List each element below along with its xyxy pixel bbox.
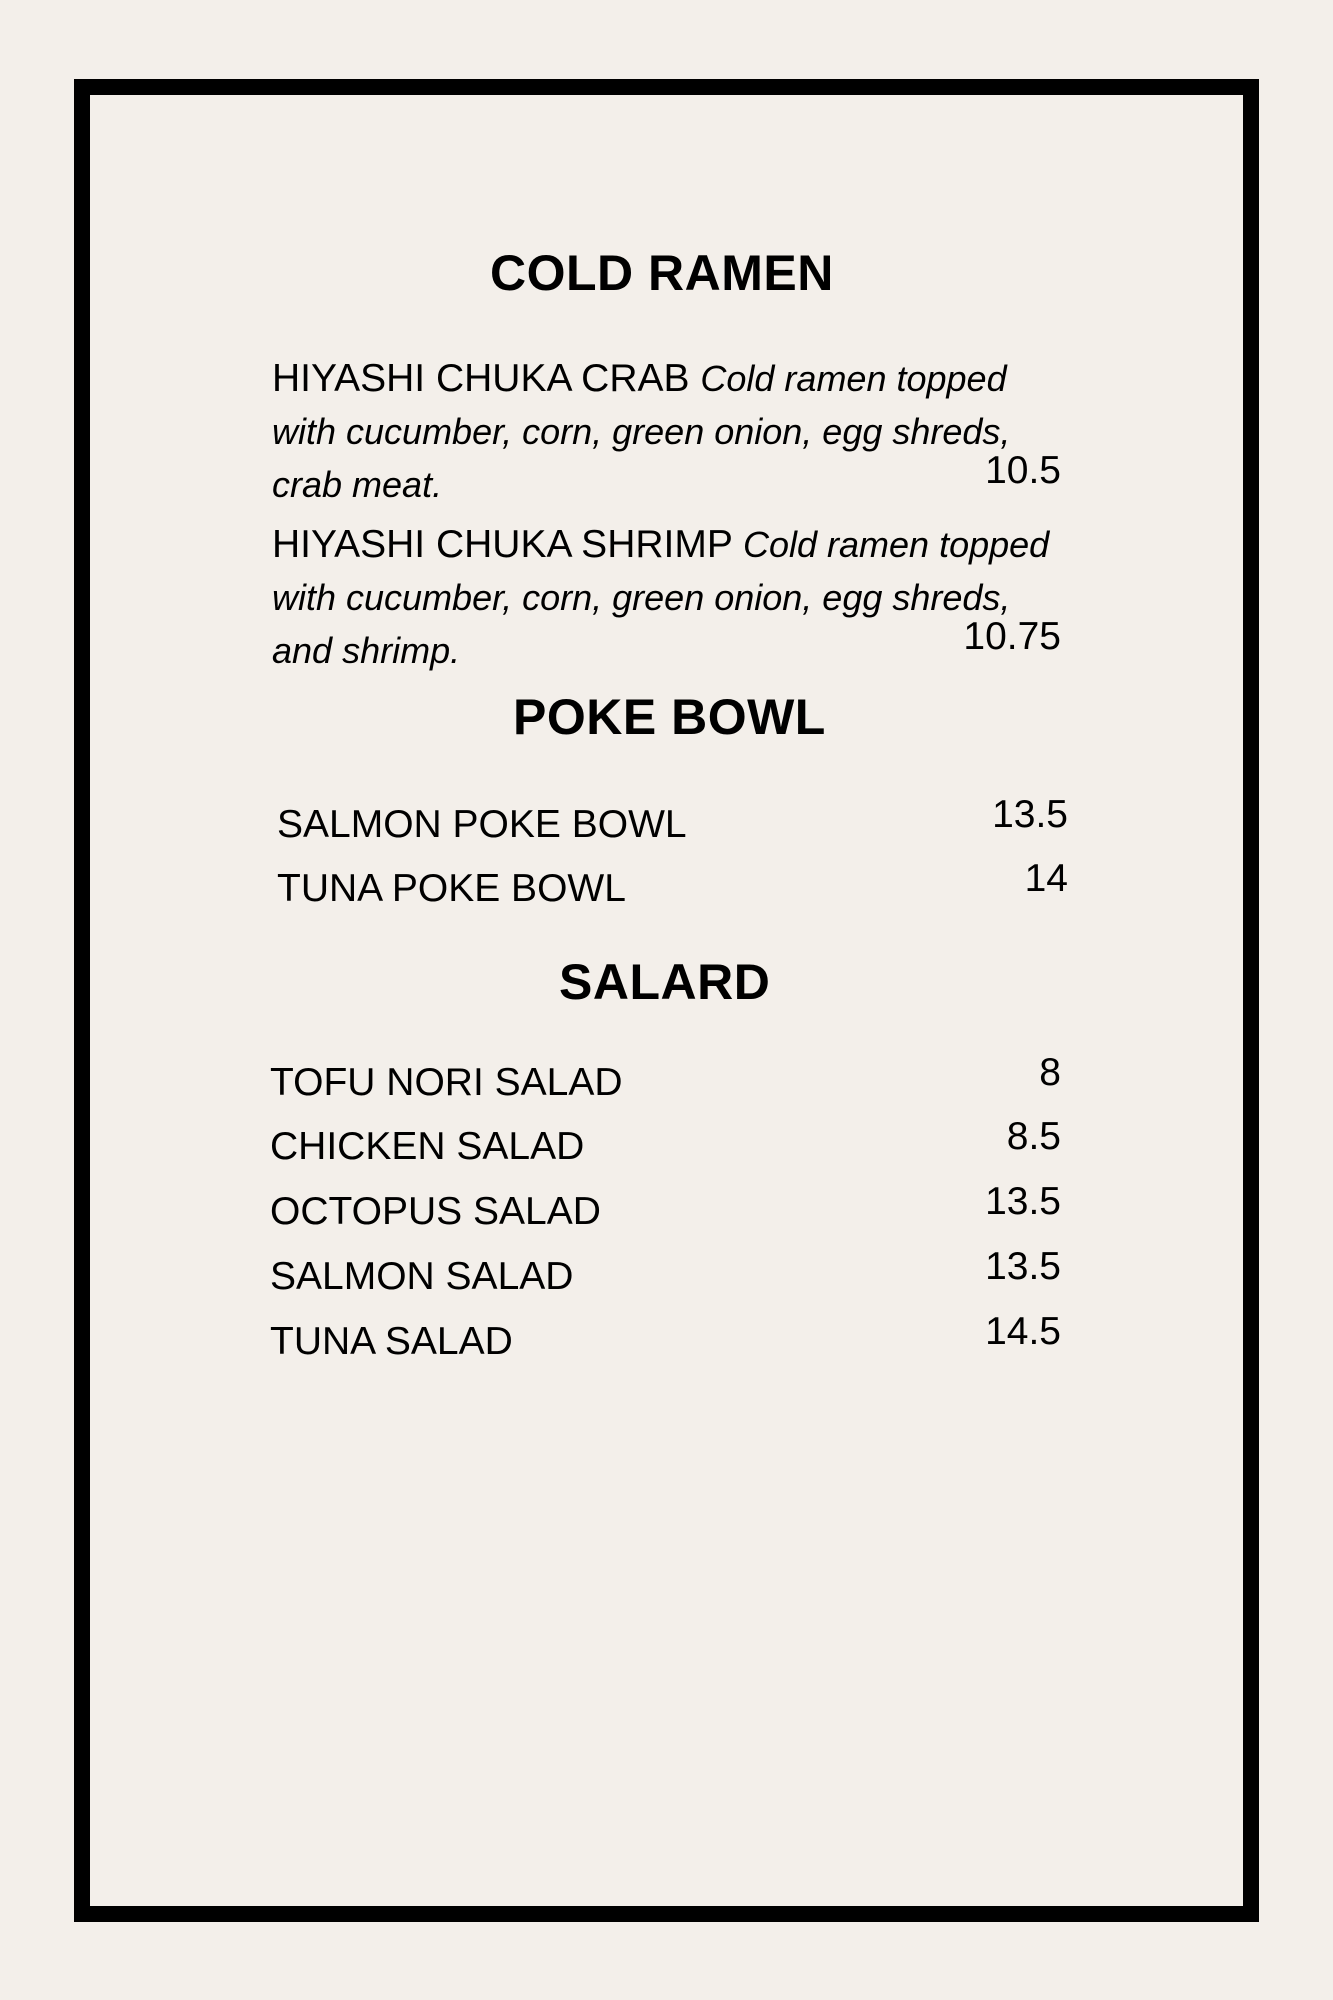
item-description: Cold ramen topped with cucumber, corn, green onion, egg shreds, crab meat. xyxy=(272,358,1011,505)
menu-item-salmon-salad: SALMON SALAD xyxy=(270,1255,574,1298)
menu-item-chicken-salad: CHICKEN SALAD xyxy=(270,1125,585,1168)
item-price: 13.5 xyxy=(985,1180,1061,1223)
menu-item-tuna-salad: TUNA SALAD xyxy=(270,1320,513,1363)
item-description: Cold ramen topped with cucumber, corn, green onion, egg shreds, and shrimp. xyxy=(272,524,1050,671)
item-price: 14.5 xyxy=(985,1310,1061,1353)
item-price: 13.5 xyxy=(985,1245,1061,1288)
item-price: 13.5 xyxy=(992,793,1068,836)
menu-item-salmon-poke-bowl: SALMON POKE BOWL xyxy=(277,803,687,846)
item-price: 10.5 xyxy=(985,449,1061,492)
section-title-poke-bowl: POKE BOWL xyxy=(513,689,826,745)
item-name: HIYASHI CHUKA CRAB xyxy=(272,357,690,400)
section-title-salard: SALARD xyxy=(559,954,771,1010)
menu-item-tuna-poke-bowl: TUNA POKE BOWL xyxy=(277,867,626,910)
item-price: 10.75 xyxy=(963,615,1061,658)
menu-item-hiyashi-chuka-shrimp xyxy=(272,518,1072,677)
item-price: 8.5 xyxy=(1006,1115,1061,1158)
menu-item-octopus-salad: OCTOPUS SALAD xyxy=(270,1190,601,1233)
menu-item-tofu-nori-salad: TOFU NORI SALAD xyxy=(270,1061,623,1104)
item-price: 14 xyxy=(1024,857,1068,900)
item-name: HIYASHI CHUKA SHRIMP xyxy=(272,523,733,566)
item-price: 8 xyxy=(1039,1051,1061,1094)
menu-item-hiyashi-chuka-crab xyxy=(272,352,1072,511)
section-title-cold-ramen: COLD RAMEN xyxy=(490,245,834,301)
